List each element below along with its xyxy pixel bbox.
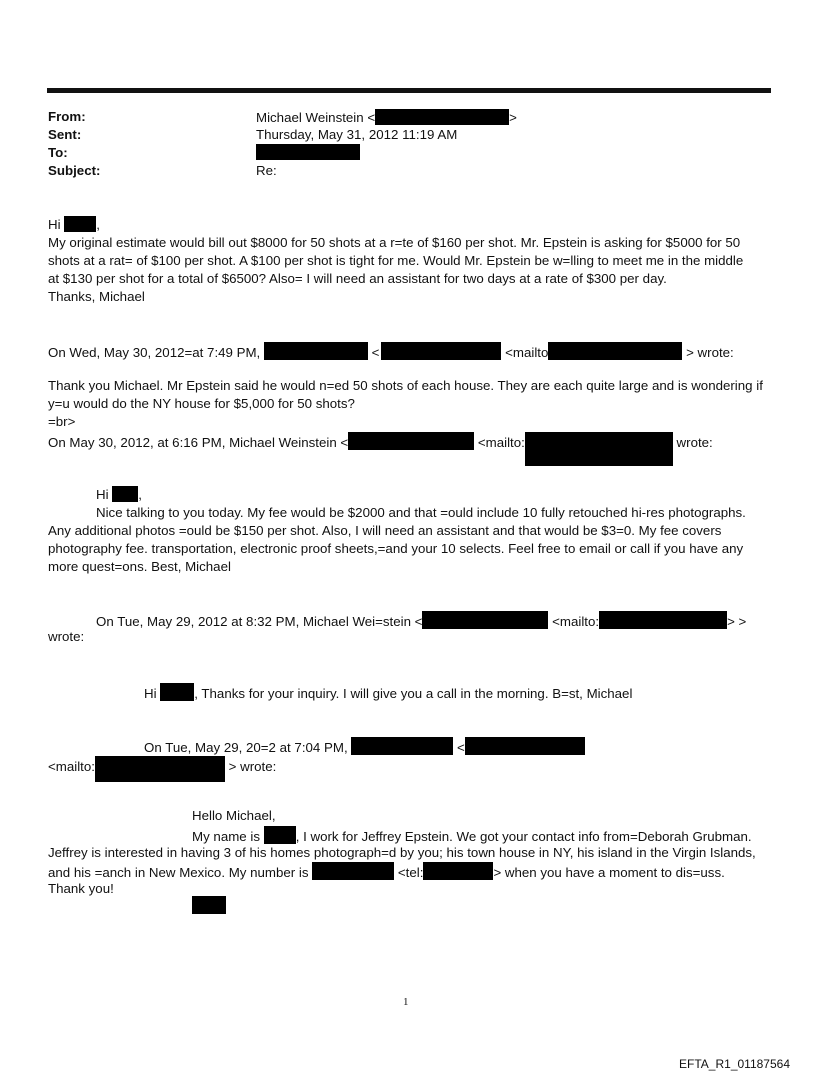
page-number: 1 — [403, 996, 409, 1008]
greeting-line — [48, 216, 743, 234]
wrote-text: > wrote: — [686, 345, 734, 360]
quote-date: On Wed, May 30, 2012=at 7:49 PM, — [48, 345, 261, 360]
hello-line: Hello Michael, — [192, 808, 276, 823]
message-body — [48, 216, 743, 306]
redaction-block — [381, 342, 501, 360]
quote-body — [48, 844, 756, 898]
quote-date: On Tue, May 29, 20=2 at 7:04 PM, — [144, 740, 348, 755]
mailto-line — [48, 756, 276, 782]
redaction-block — [160, 683, 194, 701]
redaction-block — [264, 342, 368, 360]
from-name: Michael Weinstein < — [256, 110, 376, 125]
quote-date: On Tue, May 29, 2012 at 8:32 PM, Michael Wei=stein < — [96, 614, 423, 629]
wrote-line: wrote: — [48, 629, 85, 644]
redaction-block — [192, 896, 226, 914]
body-line: y=u would do the NY house for $5,000 for 50 shots? — [48, 396, 355, 411]
tel-text: <tel: — [397, 865, 424, 880]
redaction-block — [599, 611, 727, 629]
greeting-comma: , — [96, 217, 100, 232]
wrote-text: > > — [727, 614, 747, 629]
body-line: =br> — [48, 414, 76, 429]
quote-header — [48, 432, 713, 466]
bracket: < — [371, 345, 380, 360]
redaction-block — [256, 144, 360, 160]
quote-body — [48, 504, 746, 576]
body-line: My original estimate would bill out $8000 for 50 shots at a r=te of $160 per shot. Mr. Epstein is asking for $5000 for 50 — [48, 235, 741, 250]
body-line: Jeffrey is interested in having 3 of his homes photograph=d by you; his town house in NY, his island in the Virgin Islands, — [48, 845, 756, 860]
wrote-text: > wrote: — [228, 759, 277, 774]
body-line: more quest=ons. Best, Michael — [48, 559, 231, 574]
greeting: Hi — [144, 686, 157, 701]
body-line — [48, 862, 756, 880]
redaction-block — [423, 862, 493, 880]
wrote-text: wrote: — [676, 435, 713, 450]
redaction-block — [375, 109, 509, 125]
body-line: Nice talking to you today. My fee would be $2000 and that =ould include 10 fully retouched hi-res photographs. — [96, 505, 746, 520]
redaction-block — [95, 756, 225, 782]
name-line — [192, 826, 752, 844]
closing-line: Thank you! — [48, 881, 114, 896]
body-line: at $130 per shot for a total of $6500? Also= I will need an assistant for two days at a rate of $300 per day. — [48, 271, 667, 286]
from-value — [256, 109, 517, 125]
greeting-line — [96, 486, 142, 502]
body-text: and his =anch in New Mexico. My number is — [48, 865, 309, 880]
redaction-block — [465, 737, 585, 755]
quote-body — [144, 683, 632, 701]
subject-label: Subject: — [48, 163, 101, 178]
redaction-block — [351, 737, 453, 755]
sent-label: Sent: — [48, 127, 82, 142]
body-line: , Thanks for your inquiry. I will give you a call in the morning. B=st, Michael — [194, 686, 633, 701]
mailto-text: <mailto: — [477, 435, 525, 450]
redaction-block — [264, 826, 296, 844]
body-line: photography fee. transportation, electronic proof sheets,=and your 10 selects. Feel free to email or call if you have any — [48, 541, 744, 556]
to-value — [256, 144, 360, 160]
mailto-text: <mailto: — [48, 759, 95, 774]
body-line: shots at a rat= of $100 per shot. A $100 per shot is tight for me. Would Mr. Epstein be w=lling to meet me in the middle — [48, 253, 744, 268]
redaction-block — [312, 862, 394, 880]
mailto-text: <mailto: — [552, 614, 600, 629]
mailto-text: <mailto — [505, 345, 549, 360]
body-line: Thank you Michael. Mr Epstein said he would n=ed 50 shots of each house. They are each quite large and is wondering if — [48, 378, 763, 393]
to-label: To: — [48, 145, 68, 160]
body-line: Any additional photos =ould be $150 per shot. Also, I will need an assistant and that would be $3=0. My fee covers — [48, 523, 722, 538]
sent-value: Thursday, May 31, 2012 11:19 AM — [256, 127, 458, 142]
from-close: > — [509, 110, 517, 125]
quote-header — [96, 611, 746, 629]
quote-header — [144, 737, 585, 755]
body-text: > when you have a moment to dis=uss. — [493, 865, 725, 880]
bracket: < — [457, 740, 465, 755]
from-label: From: — [48, 109, 86, 124]
greeting-comma: , — [138, 487, 142, 502]
greeting: Hi — [48, 217, 61, 232]
body-text: , I work for Jeffrey Epstein. We got your contact info from=Deborah Grubman. — [295, 829, 752, 844]
document-id: EFTA_R1_01187564 — [679, 1057, 790, 1071]
header-rule — [47, 88, 771, 93]
signature: Thanks, Michael — [48, 289, 145, 304]
quote-date: On May 30, 2012, at 6:16 PM, Michael Weinstein < — [48, 435, 349, 450]
redaction-block — [525, 432, 673, 466]
quote-header — [48, 342, 734, 360]
greeting: Hi — [96, 487, 109, 502]
subject-value: Re: — [256, 163, 277, 178]
redaction-block — [422, 611, 548, 629]
quote-body — [48, 377, 763, 431]
redaction-block — [64, 216, 96, 232]
body-text: My name is — [192, 829, 260, 844]
signature-redaction — [192, 896, 226, 914]
redaction-block — [548, 342, 682, 360]
redaction-block — [348, 432, 474, 450]
redaction-block — [112, 486, 138, 502]
